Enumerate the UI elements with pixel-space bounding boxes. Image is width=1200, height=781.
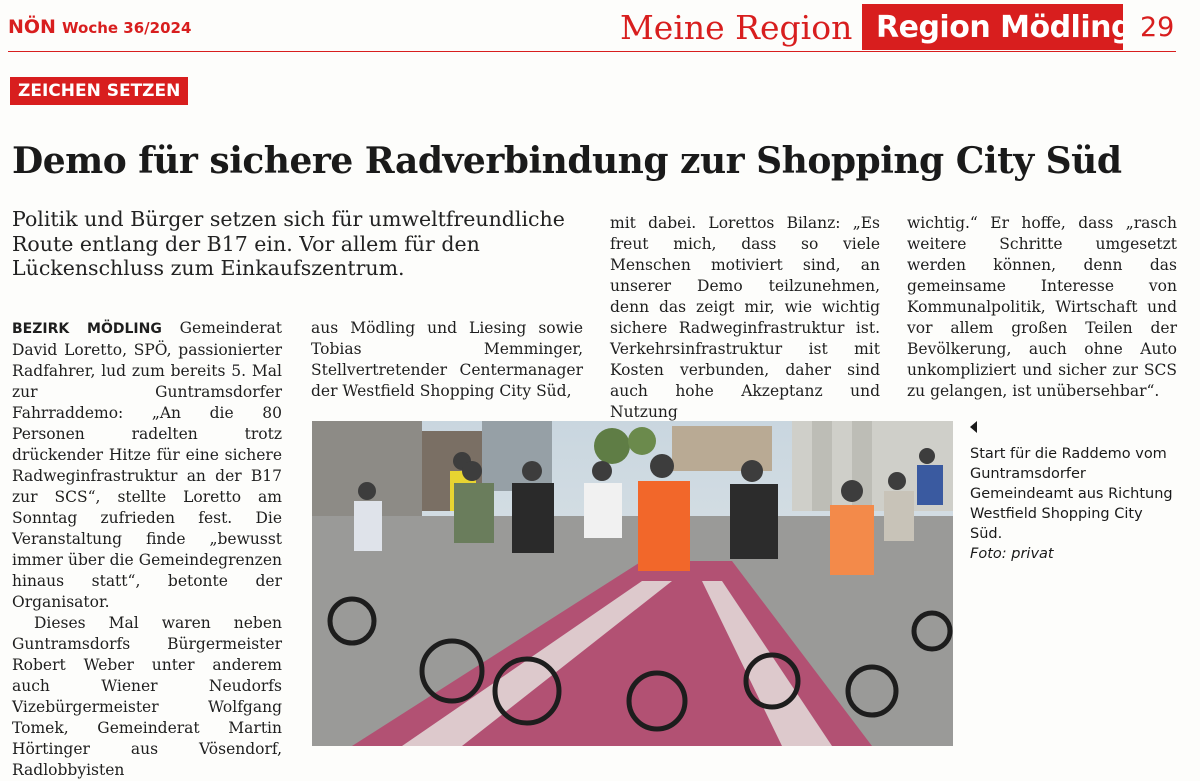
- article-headline: Demo für sichere Radverbindung zur Shopping City Süd: [12, 140, 1122, 182]
- body-paragraph: mit dabei. Lorettos Bilanz: „Es freut mich, dass so viele Menschen motiviert sind, an unserer Demo teilzunehmen, denn das zeigt mir, wie wichtig sichere Radweginfrastruktur ist. Verkehrsinfrastruktur ist mit Kosten verbunden, daher sind auch hohe Akzeptanz und Nutzung: [610, 214, 880, 421]
- body-column-3: [610, 213, 880, 423]
- newspaper-brand: NÖN: [8, 16, 56, 38]
- body-column-1: [12, 318, 282, 781]
- photo-credit: Foto: privat: [970, 546, 1054, 562]
- article-lead: Politik und Bürger setzen sich für umweltfreundliche Route entlang der B17 ein. Vor allem für den Lückenschluss zum Einkaufszentrum.: [12, 207, 565, 280]
- body-text: Gemeinderat David Loretto, SPÖ, passionierter Radfahrer, lud zum bereits 5. Mal zur Guntramsdorfer Fahrraddemo: „An die 80 Personen radelten trotz drückender Hitze für eine sichere Radweginfrastruktur an der B17 zur SCS“, stellte Loretto am Sonntag zufrieden fest. Die Veranstaltung finde „bewusst immer über die Gemeindegrenzen hinaus statt“, betonte der Organisator.: [12, 319, 282, 611]
- dateline: BEZIRK MÖDLING: [12, 321, 162, 337]
- cyclists-photo-illustration: [312, 421, 953, 746]
- body-paragraph: aus Mödling und Liesing sowie Tobias Memminger, Stellvertretender Centermanager der Westfield Shopping City Süd,: [311, 319, 583, 400]
- body-column-4: [907, 213, 1177, 402]
- body-paragraph: wichtig.“ Er hoffe, dass „rasch weitere Schritte umgesetzt werden können, denn das gemeinsame Interesse von Kommunalpolitik, Wirtschaft und vor allem großen Teilen der Bevölkerung, auch ohne Auto unkompliziert und sicher zur SCS zu gelangen, ist unübersehbar“.: [907, 214, 1177, 400]
- body-paragraph: Dieses Mal waren neben Guntramsdorfs Bürgermeister Robert Weber unter anderem auch Wiener Neudorfs Vizebürgermeister Wolfgang Tomek, Gemeinderat Martin Hörtinger aus Vösendorf, Radlobbyisten: [12, 614, 282, 779]
- rubric-label: ZEICHEN SETZEN: [10, 77, 188, 105]
- page-number: 29: [1140, 12, 1175, 43]
- caption-pointer-icon: [970, 421, 977, 433]
- region-title: Region Mödling: [876, 10, 1132, 45]
- photo-caption: [970, 444, 1175, 564]
- caption-text: Start für die Raddemo vom Guntramsdorfer Gemeindeamt aus Richtung Westfield Shopping City Süd.: [970, 446, 1173, 542]
- body-paragraph: [12, 318, 282, 613]
- section-title: Meine Region: [620, 8, 853, 47]
- article-photo: [312, 421, 953, 746]
- body-column-2: [311, 318, 583, 402]
- issue-week: Woche 36/2024: [62, 19, 192, 37]
- header-divider: [8, 51, 1176, 52]
